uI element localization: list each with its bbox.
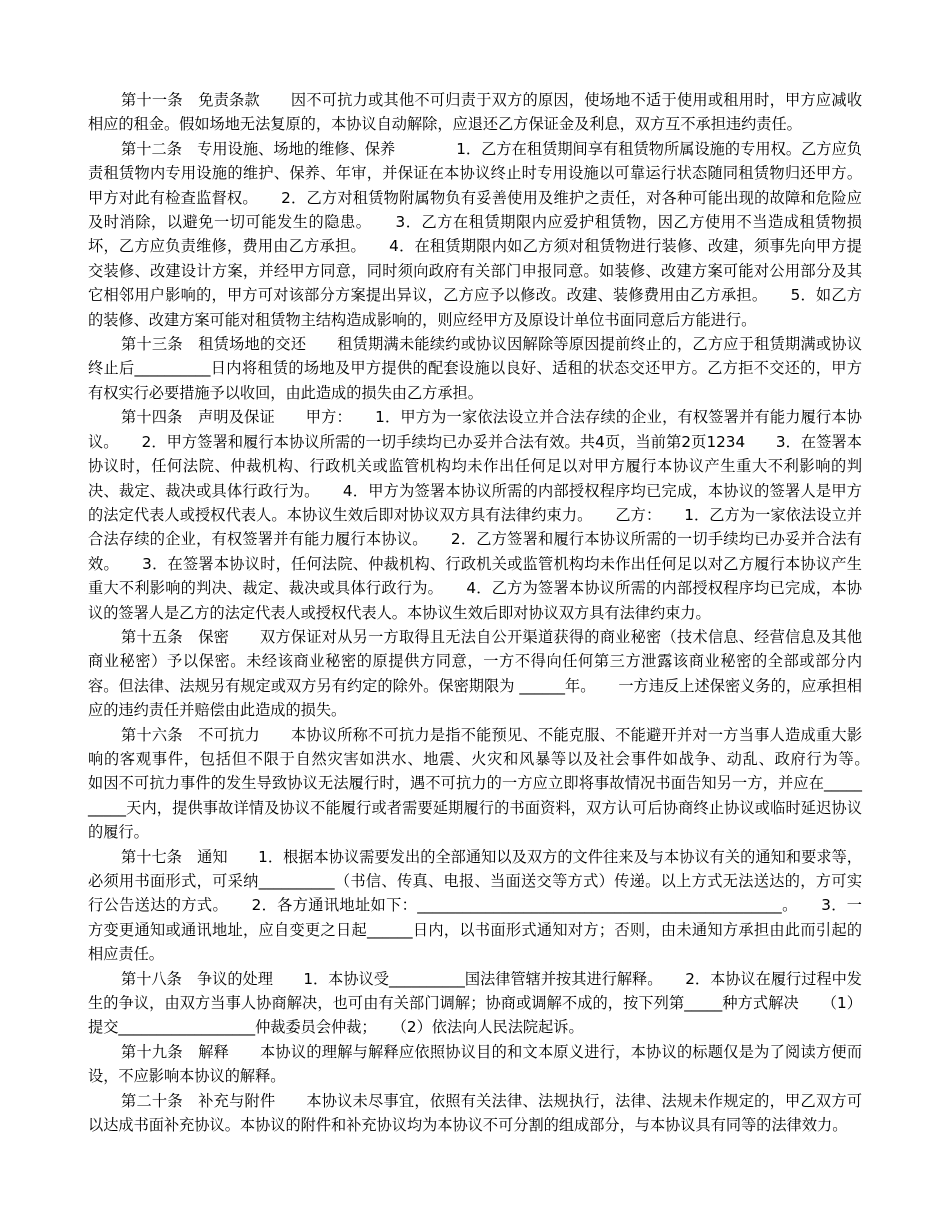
- document-body: [88, 88, 893, 1137]
- clause-15-confidentiality: 第十五条 保密 双方保证对从另一方取得且无法自公开渠道获得的商业秘密（技术信息、经营信息及其他商业秘密）予以保密。未经该商业秘密的原提供方同意，一方不得向任何第三方泄露该商业秘密的全部或部分内容。但法律、法规另有规定或双方另有约定的除外。保密期限为 ______年。 一方违反上述保密义务的，应承担相应的违约责任并赔偿由此造成的损失。: [88, 627, 862, 720]
- clause-13-return-of-premises: 第十三条 租赁场地的交还 租赁期满未能续约或协议因解除等原因提前终止的，乙方应于租赁期满或协议终止后__________日内将租赁的场地及甲方提供的配套设施以良好、适租的状态交还甲方。乙方拒不交还的，甲方有权实行必要措施予以收回，由此造成的损失由乙方承担。: [88, 335, 862, 402]
- clause-19-interpretation: 第十九条 解释 本协议的理解与解释应依照协议目的和文本原义进行，本协议的标题仅是为了阅读方便而设，不应影响本协议的解释。: [88, 1042, 862, 1086]
- clause-14-representations: 第十四条 声明及保证 甲方： 1．甲方为一家依法设立并合法存续的企业，有权签署并有能力履行本协议。 2．甲方签署和履行本协议所需的一切手续均已办妥并合法有效。共4页，当前第2页1234 3．在签署本协议时，任何法院、仲裁机构、行政机关或监管机构均未作出任何足以对甲方履行本协议产生重大不利影响的判决、裁定、裁决或具体行政行为。 4．甲方为签署本协议所需的内部授权程序均已完成，本协议的签署人是甲方的法定代表人或授权代表人。本协议生效后即对协议双方具有法律约束力。 乙方： 1．乙方为一家依法设立并合法存续的企业，有权签署并有能力履行本协议。 2．乙方签署和履行本协议所需的一切手续均已办妥并合法有效。 3．在签署本协议时，任何法院、仲裁机构、行政机关或监管机构均未作出任何足以对乙方履行本协议产生重大不利影响的判决、裁定、裁决或具体行政行为。 4．乙方为签署本协议所需的内部授权程序均已完成，本协议的签署人是乙方的法定代表人或授权代表人。本协议生效后即对协议双方具有法律约束力。: [88, 408, 862, 622]
- clause-16-force-majeure: 第十六条 不可抗力 本协议所称不可抗力是指不能预见、不能克服、不能避开并对一方当事人造成重大影响的客观事件，包括但不限于自然灾害如洪水、地震、火灾和风暴等以及社会事件如战争、动乱、政府行为等。 如因不可抗力事件的发生导致协议无法履行时，遇不可抗力的一方应立即将事故情况书面告知另一方，并应在__________天内，提供事故详情及协议不能履行或者需要延期履行的书面资料，双方认可后协商终止协议或临时延迟协议的履行。: [88, 725, 893, 842]
- clause-12-maintenance: 第十二条 专用设施、场地的维修、保养 1．乙方在租赁期间享有租赁物所属设施的专用权。乙方应负责租赁物内专用设施的维护、保养、年审，并保证在本协议终止时专用设施以可靠运行状态随同租赁物归还甲方。甲方对此有检查监督权。 2．乙方对租赁物附属物负有妥善使用及维护之责任，对各种可能出现的故障和危险应及时消除，以避免一切可能发生的隐患。 3．乙方在租赁期限内应爱护租赁物，因乙方使用不当造成租赁物损坏，乙方应负责维修，费用由乙方承担。 4．在租赁期限内如乙方须对租赁物进行装修、改建，须事先向甲方提交装修、改建设计方案，并经甲方同意，同时须向政府有关部门申报同意。如装修、改建方案可能对公用部分及其它相邻用户影响的，甲方可对该部分方案提出异议，乙方应予以修改。改建、装修费用由乙方承担。 5．如乙方的装修、改建方案可能对租赁物主结构造成影响的，则应经甲方及原设计单位书面同意后方能进行。: [88, 139, 862, 329]
- clause-11-exemption: 第十一条 免责条款 因不可抗力或其他不可归责于双方的原因，使场地不适于使用或租用时，甲方应减收相应的租金。假如场地无法复原的，本协议自动解除，应退还乙方保证金及利息，双方互不承担违约责任。: [88, 91, 862, 134]
- clause-17-notices: 第十七条 通知 1．根据本协议需要发出的全部通知以及双方的文件往来及与本协议有关的通知和要求等，必须用书面形式，可采纳__________（书信、传真、电报、当面送交等方式）传递。以上方式无法送达的，方可实行公告送达的方式。 2．各方通讯地址如下：________________________________________________。 3．一方变更通知或通讯地址，应自变更之日起______日内，以书面形式通知对方；否则，由未通知方承担由此而引起的相应责任。: [88, 847, 862, 964]
- clause-18-disputes: 第十八条 争议的处理 1．本协议受__________国法律管辖并按其进行解释。 2．本协议在履行过程中发生的争议，由双方当事人协商解决，也可由有关部门调解；协商或调解不成的，按下列第_____种方式解决 （1）提交__________________仲裁委员会仲裁； （2）依法向人民法院起诉。: [88, 969, 862, 1037]
- clause-20-supplements: 第二十条 补充与附件 本协议未尽事宜，依照有关法律、法规执行，法律、法规未作规定的，甲乙双方可以达成书面补充协议。本协议的附件和补充协议均为本协议不可分割的组成部分，与本协议具有同等的法律效力。: [88, 1091, 862, 1135]
